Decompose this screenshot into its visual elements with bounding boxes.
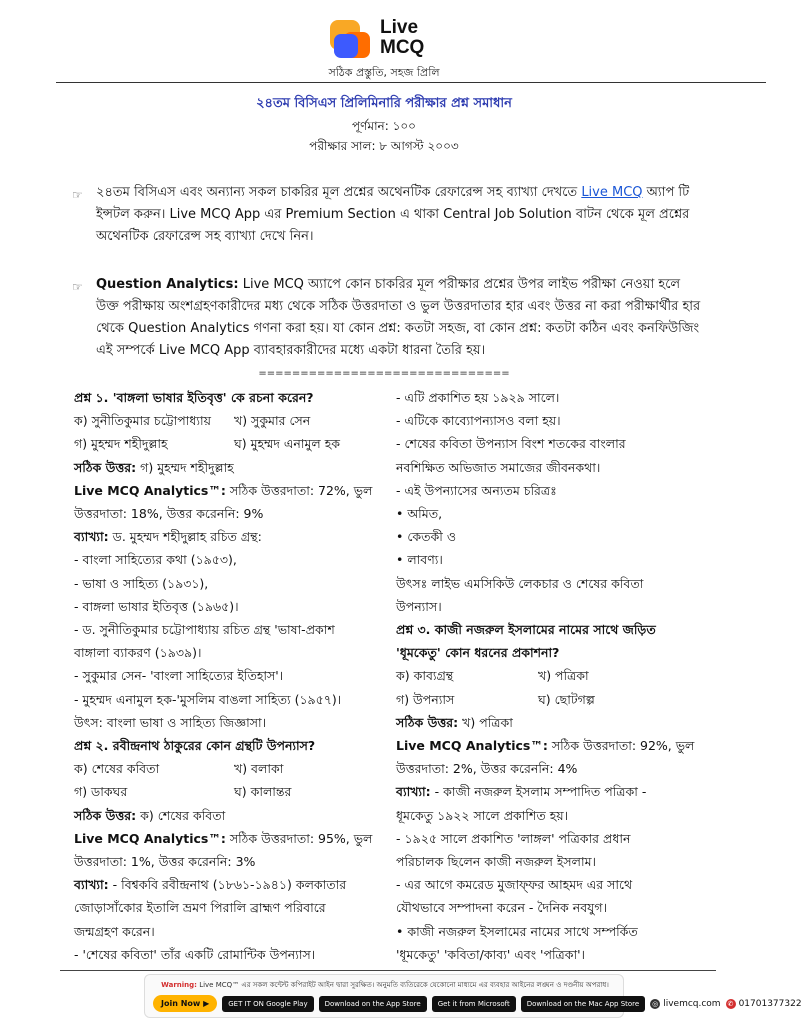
q2-source-cont: উপন্যাস। — [396, 598, 442, 614]
q2-expl-cont-line: - এই উপন্যাসের অন্যতম চরিত্রঃ — [396, 482, 557, 498]
q1-option-b: খ) সুকুমার সেন — [234, 413, 311, 429]
q1-option-d: ঘ) মুহম্মদ এনামুল হক — [234, 436, 341, 452]
q2-analytics: Live MCQ Analytics™: সঠিক উত্তরদাতা: 95%, ভুল — [74, 830, 373, 846]
q1-analytics: Live MCQ Analytics™: সঠিক উত্তরদাতা: 72%, ভুল — [74, 482, 373, 498]
q2-option-c: গ) ডাকঘর — [74, 784, 128, 800]
q1-expl-line: - ভাষা ও সাহিত্য (১৯৩১), — [74, 575, 209, 591]
q3-options-row-2 — [396, 688, 696, 711]
q3-analytics: Live MCQ Analytics™: সঠিক উত্তরদাতা: 92%, ভুল — [396, 738, 695, 754]
q2-source: উৎসঃ লাইভ এমসিকিউ লেকচার ও শেষের কবিতা — [396, 575, 644, 591]
q2-expl-cont-line: - এটিকে কাব্যোপন্যাসও বলা হয়। — [396, 413, 561, 429]
header — [0, 10, 768, 79]
q2-explanation: ব্যাখ্যা: - বিশ্বকবি রবীন্দ্রনাথ (১৮৬১-১৯৪১) কলকাতার — [74, 877, 347, 893]
q2-expl-line: জোড়াসাঁকোর ইতালি ভ্রমণ পিরালি ব্রাহ্মণ পরিবারে — [74, 900, 326, 916]
q1-option-a: ক) সুনীতিকুমার চট্টোপাধ্যায় — [74, 413, 212, 429]
q3-expl-line: ধূমকেতু ১৯২২ সালে প্রকাশিত হয়। — [396, 807, 569, 823]
install-note — [72, 182, 702, 248]
q2-option-a: ক) শেষের কবিতা — [74, 761, 160, 777]
q1-expl-line: - সুকুমার সেন- 'বাংলা সাহিত্যের ইতিহাস'। — [74, 668, 284, 684]
left-column — [74, 386, 373, 966]
footer-banner — [144, 974, 802, 1018]
q1-expl-line: - ড. সুনীতিকুমার চট্টোপাধ্যায় রচিত গ্রন্থ 'ভাষা-প্রকাশ — [74, 622, 335, 638]
q3-expl-line: 'ধূমকেতু' 'কবিতা/কাব্য' এবং 'পত্রিকা'। — [396, 946, 586, 962]
q3-option-d: ঘ) ছোটগল্প — [538, 691, 595, 707]
question-2: প্রশ্ন ২. রবীন্দ্রনাথ ঠাকুরের কোন গ্রন্থটি উপন্যাস? — [74, 738, 316, 754]
footer-divider — [60, 970, 716, 971]
q2-expl-cont-line: - এটি প্রকাশিত হয় ১৯২৯ সালে। — [396, 390, 560, 405]
q1-source: উৎস: বাংলা ভাষা ও সাহিত্য জিজ্ঞাসা। — [74, 714, 267, 730]
app-store-badge[interactable]: Download on the App Store — [319, 996, 427, 1012]
q2-character-item: • কেতকী ও — [396, 529, 457, 545]
logo-text-live: Live — [380, 17, 419, 38]
mac-app-store-badge[interactable]: Download on the Mac App Store — [521, 996, 645, 1012]
full-marks: পূর্ণমান: ১০০ — [352, 119, 416, 133]
live-mcq-link[interactable]: Live MCQ — [581, 185, 643, 200]
q3-analytics-cont: উত্তরদাতা: 2%, উত্তর করেননি: 4% — [396, 761, 578, 777]
analytics-label: Question Analytics: — [96, 277, 239, 292]
analytics-text: Live MCQ অ্যাপে কোন চাকরির মূল পরীক্ষার প্রশ্নের উপর লাইভ পরীক্ষা নেওয়া হলে উক্ত পরীক্ষায় অংশগ্রহণকারীদের মধ্য থেকে সঠিক উত্তরদাতা ও ভুল উত্তরদাতার হার এবং উত্তর না করা পরীক্ষার্থীর হার থেকে Question Analytics গণনা করা হয়। যা কোন প্রশ্ন: কতটা সহজ, বা কোন প্রশ্ন: কতটা কঠিন এবং কনফিউজিং এই সম্পর্কে Live MCQ App ব্যাবহারকারীদের মধ্যে একটা ধারনা তৈরি হয়। — [96, 277, 701, 358]
q3-expl-line: যৌথভাবে সম্পাদনা করেন - দৈনিক নবযুগ। — [396, 900, 608, 916]
q2-options-row-2 — [74, 780, 364, 803]
logo-mark-icon — [328, 20, 374, 60]
q1-answer: সঠিক উত্তর: গ) মুহম্মদ শহীদুল্লাহ — [74, 459, 234, 475]
q3-option-c: গ) উপন্যাস — [396, 691, 455, 707]
note1-text-before: ২৪তম বিসিএস এবং অন্যান্য সকল চাকরির মূল প্রশ্নের অথেনটিক রেফারেন্স সহ ব্যাখ্যা দেখতে — [96, 185, 582, 200]
pointing-hand-icon: ☞ — [72, 280, 83, 294]
copyright-warning: Warning: Live MCQ™ এর সকল কন্টেন্ট কপিরাইট আইন দ্বারা সুরক্ষিত। অনুমতি ব্যতিরেকে যেকোনো মাধ্যমে এর ব্যবহার আইনের লঙ্ঘন ও দণ্ডনীয় অপরাধ। — [161, 981, 609, 989]
q3-expl-line: পরিচালক ছিলেন কাজী নজরুল ইসলাম। — [396, 854, 596, 870]
q2-expl-cont-line: নবশিক্ষিত অভিজাত সমাজের জীবনকথা। — [396, 459, 601, 475]
question-3-cont: 'ধূমকেতু' কোন ধরনের প্রকাশনা? — [396, 645, 560, 661]
q1-explanation: ব্যাখ্যা: ড. মুহম্মদ শহীদুল্লাহ রচিত গ্রন্থ: — [74, 529, 262, 545]
globe-icon: ◎ — [652, 999, 659, 1008]
q2-option-d: ঘ) কালান্তর — [234, 784, 292, 800]
website-link[interactable]: ◎ livemcq.com — [652, 998, 721, 1009]
q2-character-item: • লাবণ্য। — [396, 552, 443, 568]
q2-options-row-1 — [74, 757, 364, 780]
q1-expl-line: - বাঙ্গলা ভাষার ইতিবৃত্ত (১৯৬৫)। — [74, 598, 239, 614]
exam-date: পরীক্ষার সাল: ৮ আগস্ট ২০০৩ — [309, 139, 459, 153]
q3-options-row-1 — [396, 664, 696, 687]
q1-analytics-cont: উত্তরদাতা: 18%, উত্তর করেননি: 9% — [74, 506, 264, 522]
q2-expl-line: জন্মগ্রহণ করেন। — [74, 923, 155, 939]
q1-expl-line: বাঙ্গালা ব্যাকরণ (১৯৩৯)। — [74, 645, 202, 661]
page-title: ২৪তম বিসিএস প্রিলিমিনারি পরীক্ষার প্রশ্ন সমাধান — [256, 96, 512, 111]
q2-expl-cont-line: - শেষের কবিতা উপন্যাস বিংশ শতকের বাংলার — [396, 436, 626, 452]
q3-expl-line: - ১৯২৫ সালে প্রকাশিত 'লাঙ্গল' পত্রিকার প্রধান — [396, 830, 631, 846]
q3-expl-line: • কাজী নজরুল ইসলামের নামের সাথে সম্পর্কিত — [396, 923, 638, 939]
footer-actions — [153, 995, 802, 1012]
google-play-badge[interactable]: GET IT ON Google Play — [222, 996, 313, 1012]
q2-answer: সঠিক উত্তর: ক) শেষের কবিতা — [74, 807, 226, 823]
q2-analytics-cont: উত্তরদাতা: 1%, উত্তর করেননি: 3% — [74, 854, 256, 870]
q2-option-b: খ) বলাকা — [234, 761, 284, 777]
q1-options-row-2 — [74, 432, 364, 455]
header-divider — [56, 82, 766, 83]
right-column — [396, 386, 696, 966]
question-3: প্রশ্ন ৩. কাজী নজরুল ইসলামের নামের সাথে জড়িত — [396, 622, 656, 638]
live-mcq-logo — [328, 16, 448, 66]
q2-expl-line: - 'শেষের কবিতা' তাঁর একটি রোমান্টিক উপন্যাস। — [74, 946, 316, 962]
q3-expl-line: - এর আগে কমরেড মুজাফ্ফর আহমদ এর সাথে — [396, 877, 633, 893]
q1-expl-line: - বাংলা সাহিত্যের কথা (১৯৫৩), — [74, 552, 237, 568]
question-1: প্রশ্ন ১. 'বাঙ্গলা ভাষার ইতিবৃত্ত' কে রচনা করেন? — [74, 390, 314, 405]
logo-text — [380, 18, 424, 58]
section-divider: ============================== — [258, 368, 510, 379]
q3-explanation: ব্যাখ্যা: - কাজী নজরুল ইসলাম সম্পাদিত পত্রিকা - — [396, 784, 647, 800]
q2-character-item: • অমিত, — [396, 506, 443, 522]
phone-icon: ✆ — [726, 999, 736, 1009]
join-now-button[interactable]: Join Now ▶ — [153, 995, 217, 1012]
q3-option-a: ক) কাব্যগ্রন্থ — [396, 668, 454, 684]
phone-number[interactable]: ✆ 01701377322 — [726, 999, 802, 1009]
note1-text-after: অ্যাপ টি ইন্সটল করুন। Live MCQ App এর Premium Section এ থাকা Central Job Solution বাটন থেকে মূল প্রশ্নের অথেনটিক রেফারেন্স সহ ব্যাখ্যা দেখে নিন। — [96, 185, 690, 244]
analytics-note — [72, 274, 702, 362]
logo-text-mcq: MCQ — [380, 37, 425, 58]
microsoft-store-badge[interactable]: Get it from Microsoft — [432, 996, 516, 1012]
pointing-hand-icon: ☞ — [72, 188, 83, 202]
q3-option-b: খ) পত্রিকা — [538, 668, 589, 684]
q1-options-row-1 — [74, 409, 364, 432]
q3-answer: সঠিক উত্তর: খ) পত্রিকা — [396, 714, 513, 730]
q1-expl-line: - মুহম্মদ এনামুল হক-'মুসলিম বাঙলা সাহিত্য (১৯৫৭)। — [74, 691, 342, 707]
tagline: সঠিক প্রস্তুতি, সহজ প্রিলি — [328, 66, 440, 79]
q1-option-c: গ) মুহম্মদ শহীদুল্লাহ — [74, 436, 168, 452]
